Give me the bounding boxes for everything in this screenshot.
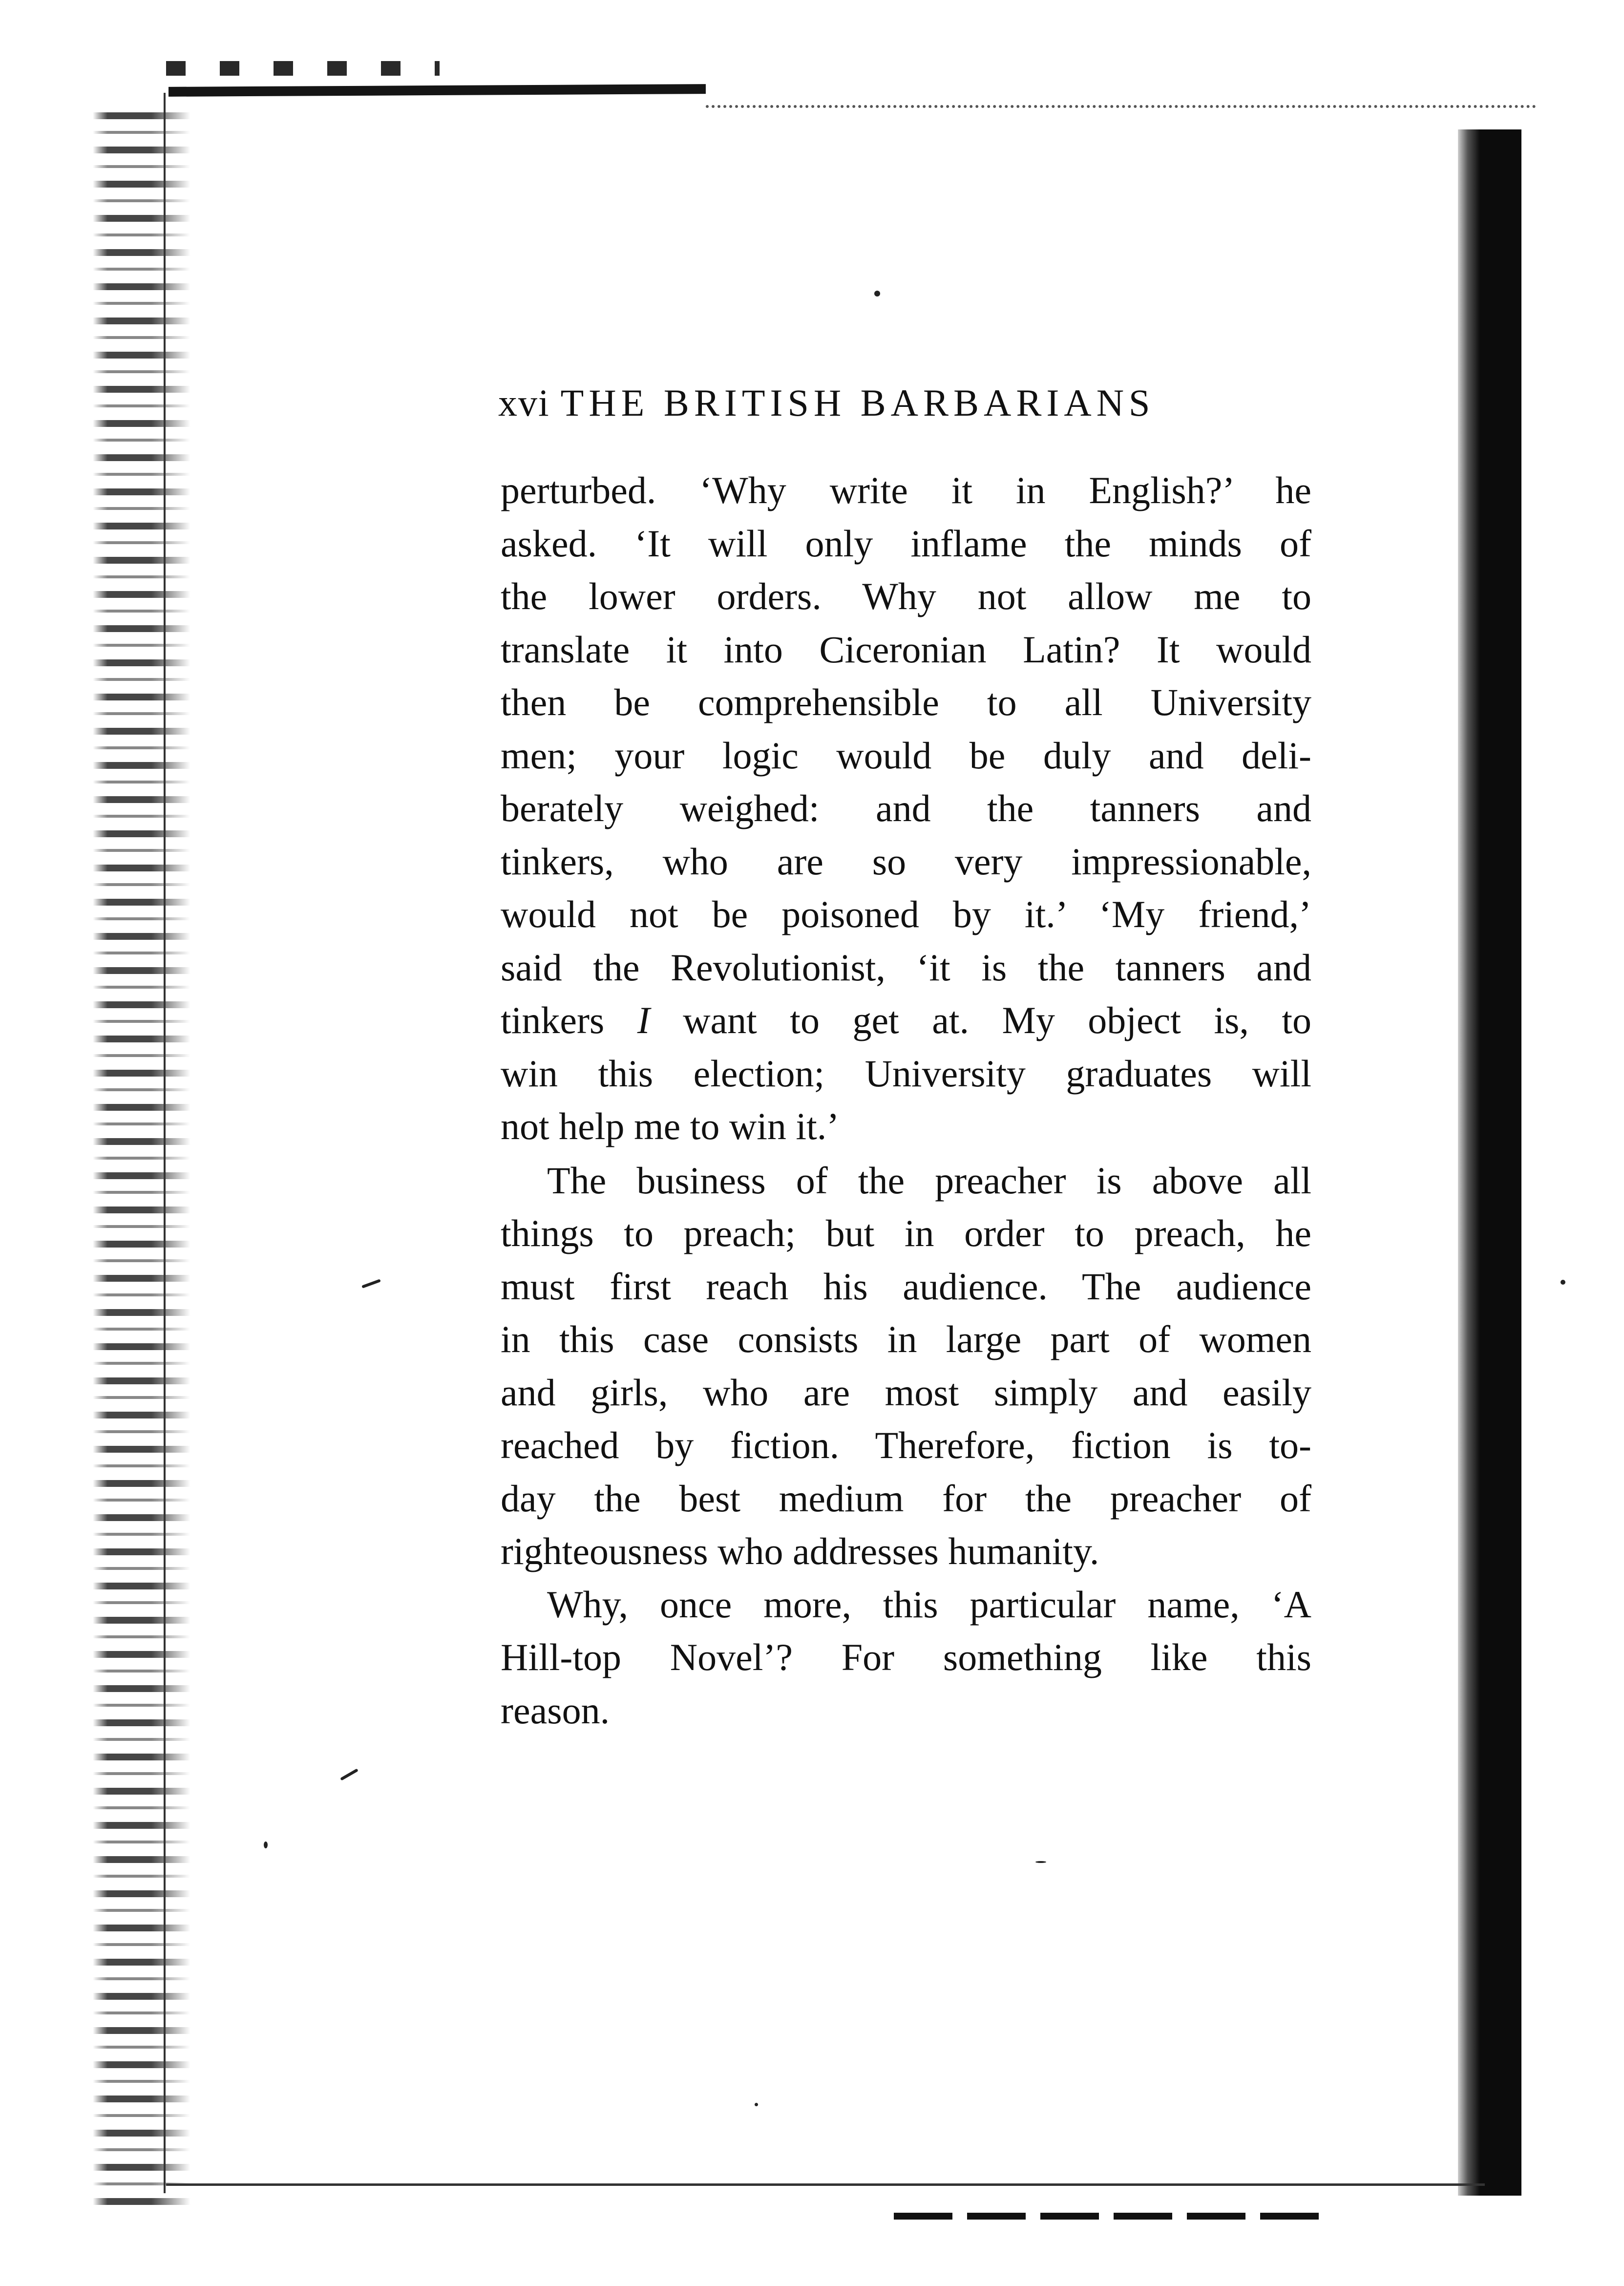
- text-line: translate it into Ciceronian Latin? It would: [501, 628, 1311, 671]
- book-title: THE BRITISH BARBARIANS: [560, 381, 1155, 424]
- text-line: in this case consists in large part of women: [501, 1318, 1311, 1360]
- scan-edge-top: [169, 84, 706, 97]
- scan-edge-left: [93, 112, 190, 2213]
- text-line: things to preach; but in order to preach, he: [501, 1212, 1311, 1254]
- scan-speck: [1035, 1861, 1046, 1863]
- text-line: men; your logic would be duly and deli-: [501, 734, 1311, 777]
- scan-edge-right: [1458, 129, 1521, 2196]
- text-line: reason.: [501, 1689, 610, 1732]
- paragraph: [501, 1154, 1311, 1578]
- text-line: then be comprehensible to all University: [501, 681, 1311, 723]
- text-line: The business of the preacher is above all: [547, 1159, 1311, 1202]
- scan-edge-top-dotted: [706, 105, 1536, 110]
- text-line: said the Revolutionist, ‘it is the tanners and: [501, 946, 1311, 989]
- scan-speck: [874, 291, 880, 296]
- page-number: xvi: [498, 381, 550, 424]
- text-line: tinkers I want to get at. My object is, to: [501, 999, 1311, 1041]
- text-line: day the best medium for the preacher of: [501, 1477, 1311, 1520]
- text-line: berately weighed: and the tanners and: [501, 787, 1311, 829]
- scan-speck: [361, 1279, 381, 1288]
- running-head: [498, 381, 1299, 425]
- text-line: the lower orders. Why not allow me to: [501, 575, 1311, 617]
- scan-speck: [340, 1768, 359, 1780]
- scan-edge-marks-top: [166, 61, 440, 76]
- paragraph: [501, 464, 1311, 1153]
- text-line: not help me to win it.’: [501, 1105, 840, 1147]
- text-line: would not be poisoned by it.’ ‘My friend,’: [501, 893, 1311, 935]
- text-line: and girls, who are most simply and easily: [501, 1371, 1311, 1414]
- text-line: Why, once more, this particular name, ‘A: [547, 1583, 1311, 1626]
- text-line: win this election; University graduates will: [501, 1052, 1311, 1095]
- body-text: [501, 464, 1311, 1737]
- text-line: asked. ‘It will only inflame the minds of: [501, 522, 1311, 565]
- scan-speck: [1561, 1280, 1565, 1285]
- scan-edge-marks-bottom: [894, 2213, 1319, 2220]
- text-line: must first reach his audience. The audience: [501, 1265, 1311, 1308]
- paragraph: [501, 1578, 1311, 1737]
- scan-edge-bottom: [166, 2183, 1485, 2186]
- text-line: reached by fiction. Therefore, fiction is to-: [501, 1424, 1311, 1466]
- text-line: tinkers, who are so very impressionable,: [501, 840, 1311, 883]
- scan-speck: [264, 1842, 268, 1848]
- text-line: perturbed. ‘Why write it in English?’ he: [501, 469, 1311, 511]
- emphasis: I: [637, 999, 650, 1041]
- text-line: righteousness who addresses humanity.: [501, 1530, 1099, 1572]
- scan-speck: [755, 2103, 758, 2106]
- scan-edge-left-line: [164, 93, 166, 2193]
- text-line: Hill-top Novel’? For something like this: [501, 1636, 1311, 1678]
